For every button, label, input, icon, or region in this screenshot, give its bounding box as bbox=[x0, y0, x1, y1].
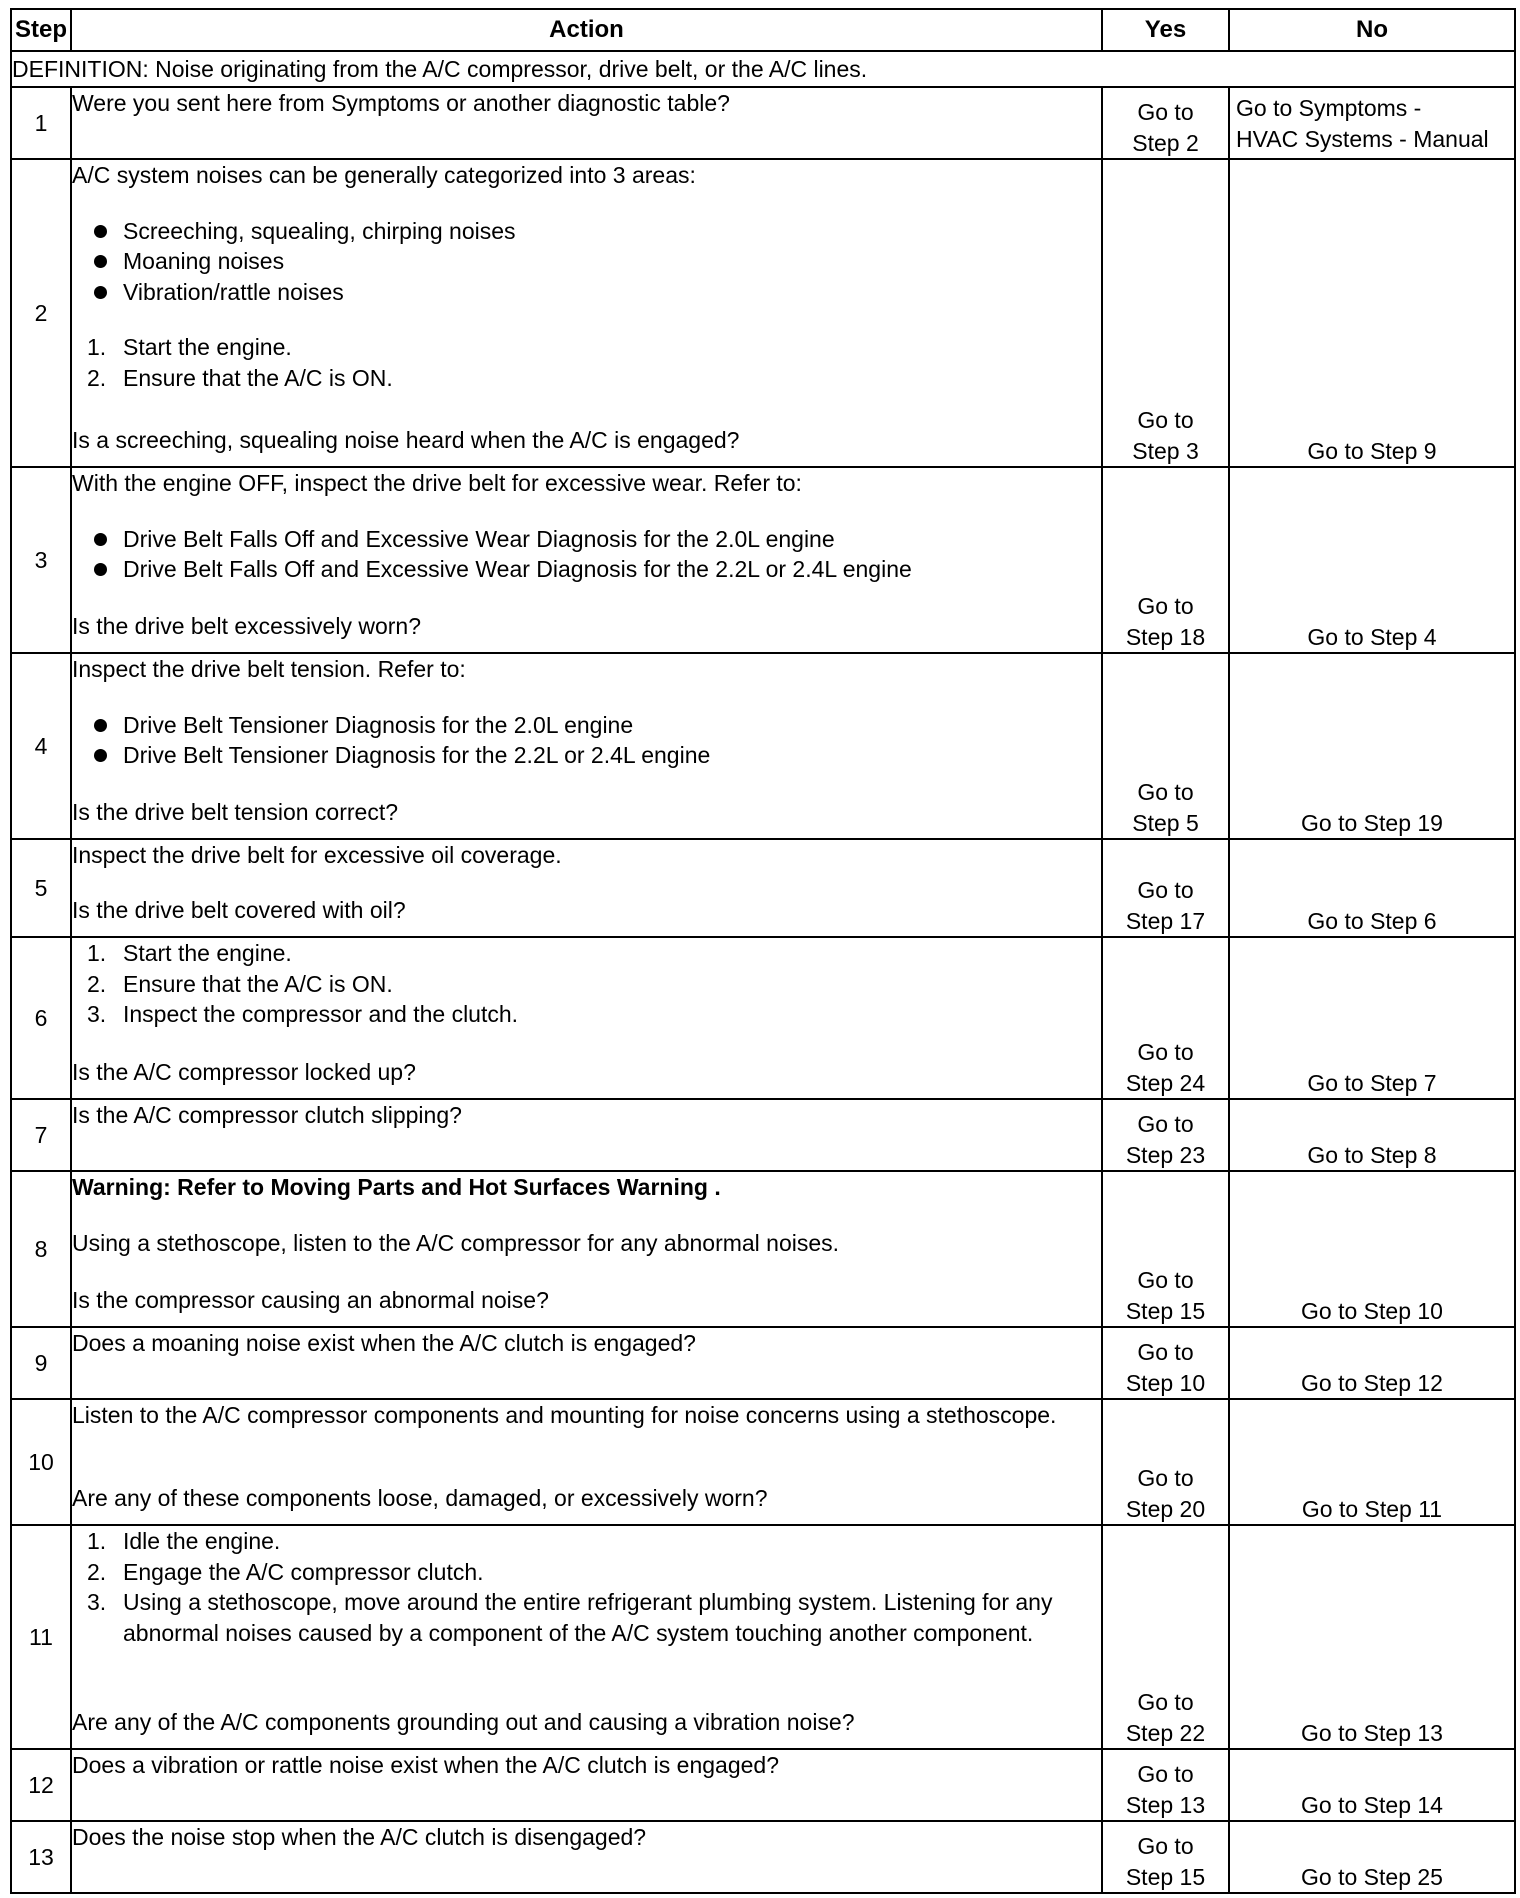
table-row bbox=[11, 1821, 1515, 1893]
step-number: 8 bbox=[11, 1171, 71, 1327]
bullet-item: Drive Belt Tensioner Diagnosis for the 2.0L engine bbox=[72, 710, 1101, 741]
numbered-item-text: Idle the engine. bbox=[123, 1528, 281, 1554]
header-yes: Yes bbox=[1102, 9, 1229, 51]
table-row bbox=[11, 87, 1515, 159]
question-text: Are any of these components loose, damaged, or excessively worn? bbox=[72, 1484, 768, 1511]
yes-text: Step 20 bbox=[1125, 1495, 1206, 1522]
table-row bbox=[11, 1327, 1515, 1399]
no-text: Go to Step 9 bbox=[1307, 437, 1437, 464]
action-text: Using a stethoscope, listen to the A/C compressor for any abnormal noises. bbox=[72, 1229, 840, 1256]
yes-cell bbox=[1102, 1171, 1229, 1327]
action-cell bbox=[71, 159, 1102, 467]
yes-text: Step 22 bbox=[1125, 1719, 1206, 1746]
no-text: Go to Step 7 bbox=[1307, 1069, 1437, 1096]
no-cell bbox=[1229, 1821, 1515, 1893]
yes-text: Step 24 bbox=[1125, 1069, 1206, 1096]
action-text: Were you sent here from Symptoms or another diagnostic table? bbox=[72, 90, 730, 116]
numbered-item: 1. Start the engine. bbox=[87, 940, 292, 966]
yes-cell bbox=[1102, 937, 1229, 1099]
action-text: Inspect the drive belt tension. Refer to: bbox=[72, 656, 466, 682]
no-cell bbox=[1229, 1749, 1515, 1821]
bullet-item: Drive Belt Falls Off and Excessive Wear Diagnosis for the 2.2L or 2.4L engine bbox=[72, 554, 1101, 585]
bullet-list bbox=[72, 710, 1101, 771]
no-cell bbox=[1229, 653, 1515, 839]
step-number: 11 bbox=[11, 1525, 71, 1749]
numbered-item: 2. Engage the A/C compressor clutch. bbox=[87, 1558, 484, 1585]
numbered-list bbox=[72, 332, 1101, 393]
action-cell bbox=[71, 1099, 1102, 1171]
yes-cell bbox=[1102, 1399, 1229, 1525]
yes-text: Step 3 bbox=[1132, 437, 1199, 464]
numbered-item: 3. Using a stethoscope, move around the entire refrigerant plumbing system. Listening for any abnormal noises caused by a component of the A/C system touching another component. bbox=[87, 1589, 1053, 1646]
no-text: Go to Step 19 bbox=[1301, 809, 1443, 836]
bullet-item: Drive Belt Falls Off and Excessive Wear Diagnosis for the 2.0L engine bbox=[72, 524, 1101, 555]
yes-text: Step 5 bbox=[1132, 809, 1199, 836]
step-number: 7 bbox=[11, 1099, 71, 1171]
table-row bbox=[11, 937, 1515, 1099]
yes-cell bbox=[1102, 1821, 1229, 1893]
table-row bbox=[11, 1525, 1515, 1749]
action-cell bbox=[71, 653, 1102, 839]
header-no: No bbox=[1229, 9, 1515, 51]
yes-text: Step 13 bbox=[1125, 1791, 1206, 1818]
action-text: Does a moaning noise exist when the A/C clutch is engaged? bbox=[72, 1330, 696, 1356]
numbered-list bbox=[72, 1526, 1101, 1648]
step-number: 10 bbox=[11, 1399, 71, 1525]
step-number: 5 bbox=[11, 839, 71, 937]
no-text: Go to Step 4 bbox=[1307, 623, 1437, 650]
action-cell bbox=[71, 87, 1102, 159]
step-number: 12 bbox=[11, 1749, 71, 1821]
no-cell bbox=[1229, 1525, 1515, 1749]
action-cell bbox=[71, 937, 1102, 1099]
yes-text: Step 15 bbox=[1125, 1863, 1206, 1890]
yes-text: Go to bbox=[1137, 1761, 1194, 1787]
table-row bbox=[11, 159, 1515, 467]
yes-text: Go to bbox=[1137, 1465, 1194, 1491]
numbered-item: 3. Inspect the compressor and the clutch. bbox=[87, 1001, 519, 1027]
numbered-item: 2. Ensure that the A/C is ON. bbox=[87, 970, 393, 997]
no-text: Go to Symptoms - bbox=[1236, 95, 1422, 121]
step-number: 13 bbox=[11, 1821, 71, 1893]
yes-cell bbox=[1102, 1327, 1229, 1399]
yes-text: Step 18 bbox=[1125, 623, 1206, 650]
yes-cell bbox=[1102, 1099, 1229, 1171]
question-text: Is the drive belt excessively worn? bbox=[72, 612, 421, 639]
bullet-item: Vibration/rattle noises bbox=[72, 277, 1101, 308]
numbered-item-text: Ensure that the A/C is ON. bbox=[123, 970, 393, 997]
numbered-item-text: Using a stethoscope, move around the entire refrigerant plumbing system. Listening for any abnormal noises caused by a component of the A/C system touching another component. bbox=[123, 1589, 1053, 1646]
table-row bbox=[11, 467, 1515, 653]
question-text: Is the A/C compressor locked up? bbox=[72, 1058, 416, 1085]
no-text: Go to Step 10 bbox=[1301, 1297, 1443, 1324]
action-cell bbox=[71, 1171, 1102, 1327]
no-cell bbox=[1229, 1099, 1515, 1171]
action-text: Inspect the drive belt for excessive oil coverage. bbox=[72, 842, 562, 868]
diagnostic-table bbox=[10, 8, 1516, 1894]
action-text: A/C system noises can be generally categorized into 3 areas: bbox=[72, 162, 696, 188]
yes-text: Step 17 bbox=[1125, 907, 1206, 934]
yes-cell bbox=[1102, 1749, 1229, 1821]
header-step: Step bbox=[11, 9, 71, 51]
bullet-list bbox=[72, 216, 1101, 308]
no-cell bbox=[1229, 1171, 1515, 1327]
bullet-item: Moaning noises bbox=[72, 246, 1101, 277]
yes-cell bbox=[1102, 653, 1229, 839]
no-cell bbox=[1229, 467, 1515, 653]
table-row bbox=[11, 1171, 1515, 1327]
action-cell bbox=[71, 1525, 1102, 1749]
step-number: 3 bbox=[11, 467, 71, 653]
yes-text: Go to bbox=[1137, 1833, 1194, 1859]
step-number: 6 bbox=[11, 937, 71, 1099]
numbered-item-text: Inspect the compressor and the clutch. bbox=[123, 1001, 519, 1027]
bullet-item: Screeching, squealing, chirping noises bbox=[72, 216, 1101, 247]
yes-text: Go to bbox=[1137, 407, 1194, 433]
yes-text: Go to bbox=[1137, 1039, 1194, 1065]
yes-cell bbox=[1102, 467, 1229, 653]
no-cell bbox=[1229, 87, 1515, 159]
yes-cell bbox=[1102, 1525, 1229, 1749]
no-text: Go to Step 6 bbox=[1307, 907, 1437, 934]
yes-text: Go to bbox=[1137, 1267, 1194, 1293]
yes-text: Go to bbox=[1137, 1689, 1194, 1715]
step-number: 1 bbox=[11, 87, 71, 159]
no-text: Go to Step 11 bbox=[1301, 1495, 1443, 1522]
numbered-item-text: Engage the A/C compressor clutch. bbox=[123, 1558, 484, 1585]
step-number: 9 bbox=[11, 1327, 71, 1399]
numbered-item-text: Start the engine. bbox=[123, 334, 292, 360]
definition-row bbox=[11, 51, 1515, 87]
header-action: Action bbox=[71, 9, 1102, 51]
yes-cell bbox=[1102, 87, 1229, 159]
step-number: 2 bbox=[11, 159, 71, 467]
table-row bbox=[11, 1399, 1515, 1525]
numbered-item: 1. Idle the engine. bbox=[87, 1528, 281, 1554]
action-text: With the engine OFF, inspect the drive belt for excessive wear. Refer to: bbox=[72, 470, 802, 496]
action-cell bbox=[71, 1327, 1102, 1399]
warning-text: Warning: Refer to Moving Parts and Hot Surfaces Warning . bbox=[72, 1174, 721, 1200]
yes-text: Step 10 bbox=[1125, 1369, 1206, 1396]
yes-text: Go to bbox=[1137, 593, 1194, 619]
table-row bbox=[11, 653, 1515, 839]
yes-cell bbox=[1102, 159, 1229, 467]
action-cell bbox=[71, 1821, 1102, 1893]
no-cell bbox=[1229, 1399, 1515, 1525]
question-text: Is the drive belt tension correct? bbox=[72, 798, 398, 825]
yes-text: Go to bbox=[1137, 1339, 1194, 1365]
action-cell bbox=[71, 1749, 1102, 1821]
yes-text: Go to bbox=[1137, 877, 1194, 903]
no-text: Go to Step 13 bbox=[1301, 1719, 1443, 1746]
numbered-item: 2. Ensure that the A/C is ON. bbox=[87, 364, 393, 391]
bullet-list bbox=[72, 524, 1101, 585]
bullet-item: Drive Belt Tensioner Diagnosis for the 2.2L or 2.4L engine bbox=[72, 740, 1101, 771]
numbered-item: 1. Start the engine. bbox=[87, 334, 292, 360]
table-row bbox=[11, 1099, 1515, 1171]
yes-text: Step 15 bbox=[1125, 1297, 1206, 1324]
yes-text: Go to bbox=[1137, 99, 1194, 125]
no-cell bbox=[1229, 839, 1515, 937]
step-number: 4 bbox=[11, 653, 71, 839]
question-text: Are any of the A/C components grounding out and causing a vibration noise? bbox=[72, 1708, 855, 1735]
header-row bbox=[11, 9, 1515, 51]
question-text: Is a screeching, squealing noise heard when the A/C is engaged? bbox=[72, 426, 740, 453]
numbered-list bbox=[72, 938, 1101, 1030]
action-cell bbox=[71, 467, 1102, 653]
action-text: Listen to the A/C compressor components and mounting for noise concerns using a stethoscope. bbox=[72, 1402, 1057, 1428]
action-text: Is the A/C compressor clutch slipping? bbox=[72, 1102, 462, 1128]
yes-text: Step 2 bbox=[1132, 129, 1199, 156]
yes-text: Go to bbox=[1137, 1111, 1194, 1137]
no-text: Go to Step 14 bbox=[1301, 1791, 1443, 1818]
question-text: Is the drive belt covered with oil? bbox=[72, 896, 406, 923]
action-text: Does the noise stop when the A/C clutch is disengaged? bbox=[72, 1824, 647, 1850]
no-cell bbox=[1229, 159, 1515, 467]
no-text: Go to Step 12 bbox=[1301, 1369, 1443, 1396]
question-text: Is the compressor causing an abnormal noise? bbox=[72, 1286, 549, 1313]
no-text: HVAC Systems - Manual bbox=[1236, 125, 1489, 152]
yes-text: Go to bbox=[1137, 779, 1194, 805]
no-cell bbox=[1229, 1327, 1515, 1399]
numbered-item-text: Ensure that the A/C is ON. bbox=[123, 364, 393, 391]
table-row bbox=[11, 1749, 1515, 1821]
action-cell bbox=[71, 839, 1102, 937]
action-text: Does a vibration or rattle noise exist when the A/C clutch is engaged? bbox=[72, 1752, 780, 1778]
no-cell bbox=[1229, 937, 1515, 1099]
no-text: Go to Step 25 bbox=[1301, 1863, 1443, 1890]
table-row bbox=[11, 839, 1515, 937]
yes-cell bbox=[1102, 839, 1229, 937]
action-cell bbox=[71, 1399, 1102, 1525]
numbered-item-text: Start the engine. bbox=[123, 940, 292, 966]
yes-text: Step 23 bbox=[1125, 1141, 1206, 1168]
no-text: Go to Step 8 bbox=[1307, 1141, 1437, 1168]
definition-text: DEFINITION: Noise originating from the A/C compressor, drive belt, or the A/C lines. bbox=[11, 51, 1515, 87]
